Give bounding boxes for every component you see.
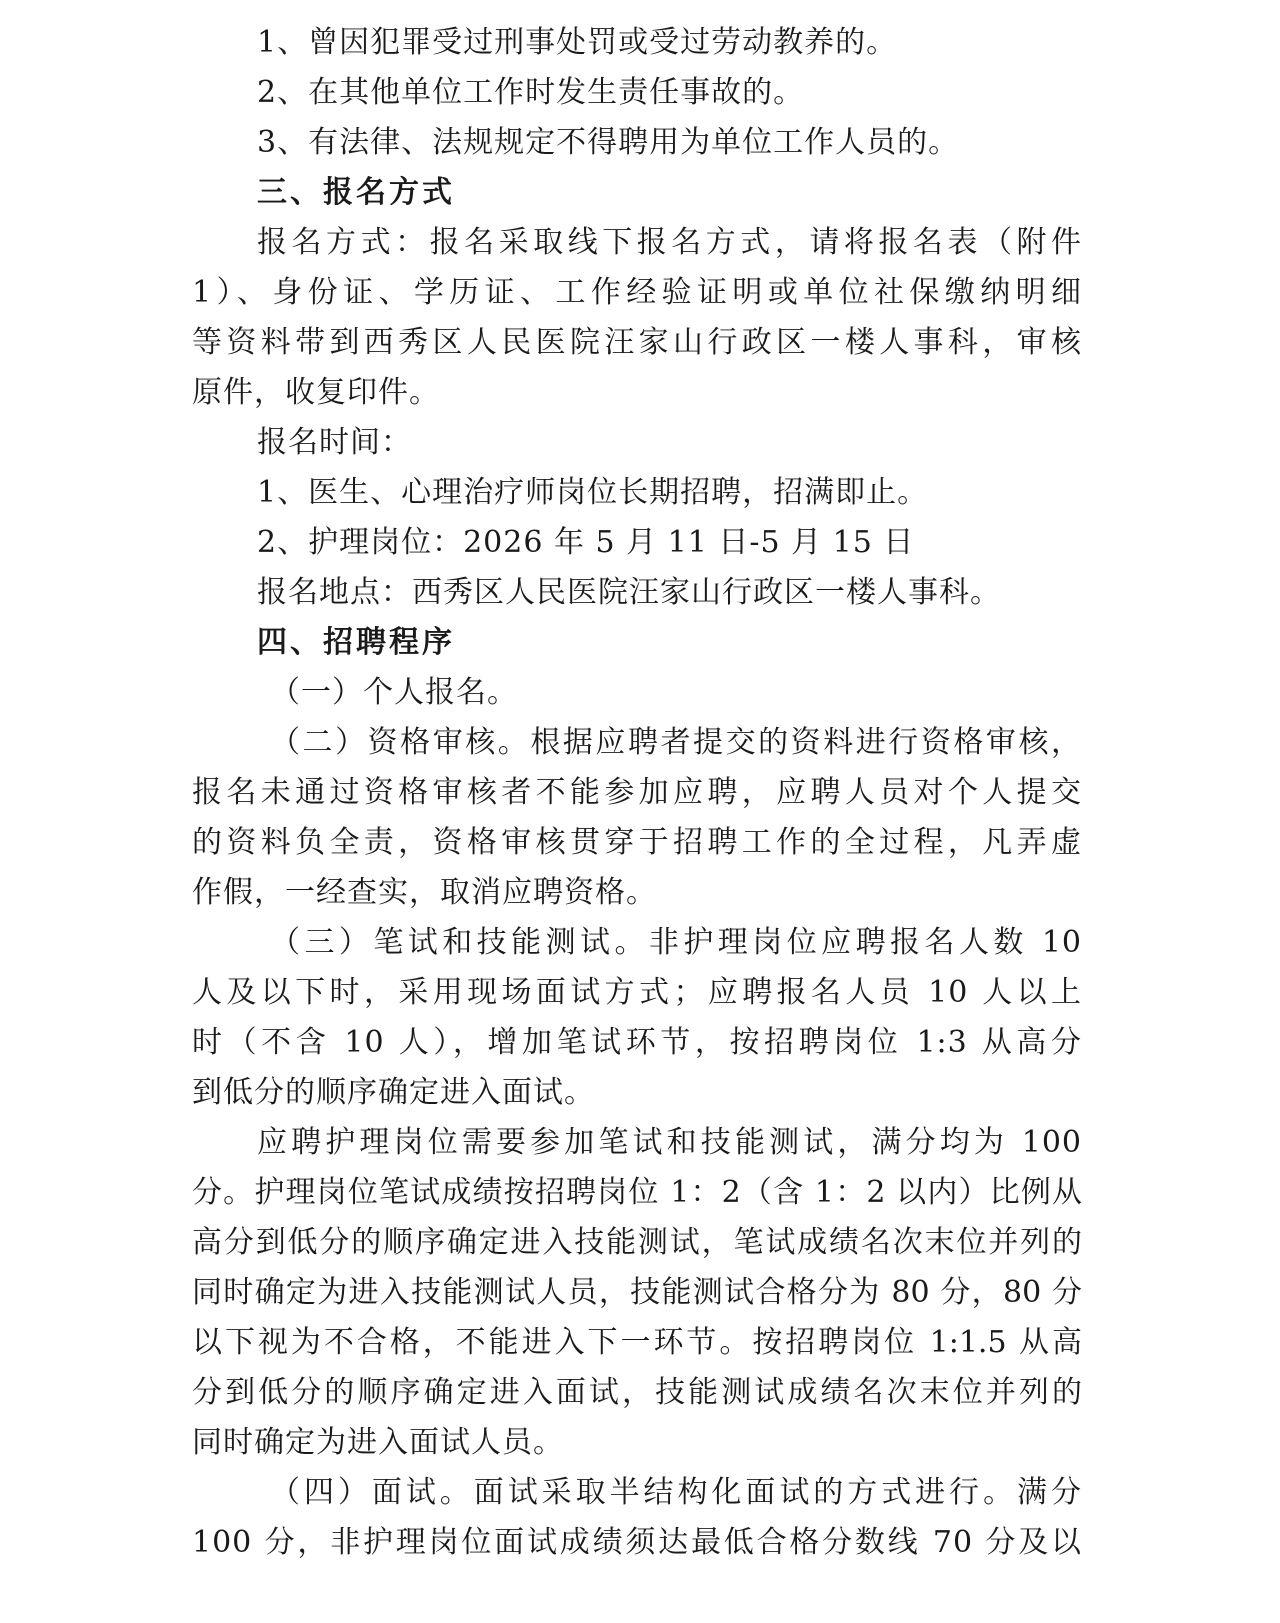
paragraph-line: （三）笔试和技能测试。非护理岗位应聘报名人数 10 (270, 925, 1082, 960)
paragraph-line: 同时确定为进入技能测试人员，技能测试合格分为 80 分，80 分 (192, 1275, 1082, 1310)
criteria-item-3: 3、有法律、法规规定不得聘用为单位工作人员的。 (257, 125, 960, 160)
paragraph-line: 作假，一经查实，取消应聘资格。 (192, 875, 657, 910)
paragraph-line: 报名未通过资格审核者不能参加应聘，应聘人员对个人提交 (192, 775, 1082, 810)
paragraph-line: 等资料带到西秀区人民医院汪家山行政区一楼人事科，审核 (192, 325, 1082, 360)
paragraph-line: 原件，收复印件。 (192, 375, 440, 410)
registration-location: 报名地点：西秀区人民医院汪家山行政区一楼人事科。 (257, 575, 1001, 610)
paragraph-line: 人及以下时，采用现场面试方式；应聘报名人员 10 人以上 (192, 975, 1082, 1010)
section-heading-registration: 三、报名方式 (257, 175, 455, 210)
criteria-item-2: 2、在其他单位工作时发生责任事故的。 (257, 75, 805, 110)
paragraph-line: 高分到低分的顺序确定进入技能测试，笔试成绩名次末位并列的 (192, 1225, 1082, 1260)
paragraph-line: 以下视为不合格，不能进入下一环节。按招聘岗位 1:1.5 从高 (192, 1325, 1082, 1360)
paragraph-line: 的资料负全责，资格审核贯穿于招聘工作的全过程，凡弄虚 (192, 825, 1082, 860)
paragraph-line: 到低分的顺序确定进入面试。 (192, 1075, 595, 1110)
paragraph-line: 分到低分的顺序确定进入面试，技能测试成绩名次末位并列的 (192, 1375, 1082, 1410)
registration-time-item-2: 2、护理岗位：2026 年 5 月 11 日-5 月 15 日 (257, 525, 915, 560)
paragraph-line: 同时确定为进入面试人员。 (192, 1425, 564, 1460)
registration-time-item-1: 1、医生、心理治疗师岗位长期招聘，招满即止。 (257, 475, 929, 510)
paragraph-line: 分。护理岗位笔试成绩按招聘岗位 1：2（含 1：2 以内）比例从 (192, 1175, 1082, 1210)
paragraph-line: 1）、身份证、学历证、工作经验证明或单位社保缴纳明细 (192, 275, 1082, 310)
paragraph-line: 时（不含 10 人），增加笔试环节，按招聘岗位 1:3 从高分 (192, 1025, 1082, 1060)
paragraph-line: （四）面试。面试采取半结构化面试的方式进行。满分 (270, 1475, 1082, 1510)
paragraph-line: 报名方式：报名采取线下报名方式，请将报名表（附件 (257, 225, 1082, 260)
procedure-step-1: （一）个人报名。 (270, 675, 518, 710)
paragraph-line: （二）资格审核。根据应聘者提交的资料进行资格审核， (270, 725, 1082, 760)
registration-time-label: 报名时间： (257, 425, 412, 460)
criteria-item-1: 1、曾因犯罪受过刑事处罚或受过劳动教养的。 (257, 25, 898, 60)
section-heading-procedure: 四、招聘程序 (257, 625, 455, 660)
paragraph-line: 100 分，非护理岗位面试成绩须达最低合格分数线 70 分及以 (192, 1525, 1082, 1560)
paragraph-line: 应聘护理岗位需要参加笔试和技能测试，满分均为 100 (257, 1125, 1082, 1160)
